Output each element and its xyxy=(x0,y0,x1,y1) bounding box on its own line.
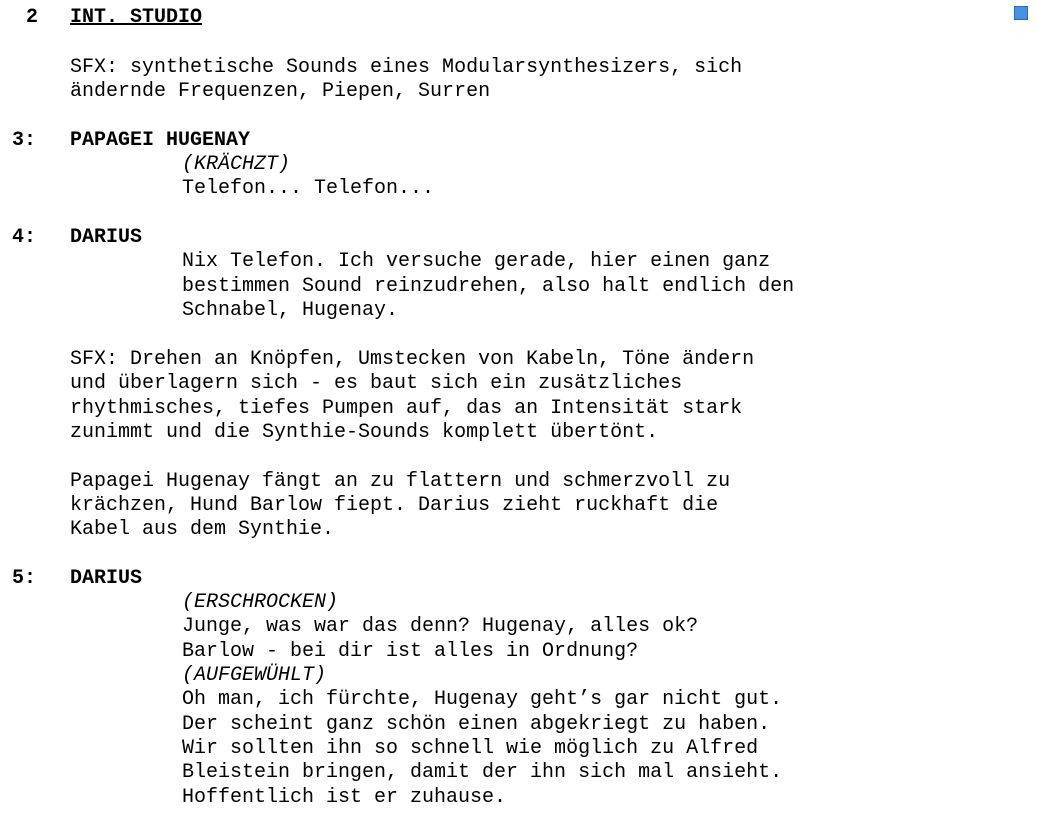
action-line: Papagei Hugenay fängt an zu flattern und schmerzvoll zu xyxy=(70,470,731,493)
action-line: krächzen, Hund Barlow fiept. Darius zieht ruckhaft die xyxy=(70,494,719,517)
dialogue-line: Oh man, ich fürchte, Hugenay geht’s gar nicht gut. xyxy=(182,688,783,711)
sfx-line: und überlagern sich - es baut sich ein zusätzliches xyxy=(70,372,683,395)
parenthetical: (ERSCHROCKEN) xyxy=(182,591,339,614)
entry-number: 3: xyxy=(12,129,37,152)
speaker-name: DARIUS xyxy=(70,226,143,249)
dialogue-line: Bleistein bringen, damit der ihn sich mal ansieht. xyxy=(182,761,783,784)
parenthetical: (KRÄCHZT) xyxy=(182,153,291,176)
sfx-line: rhythmisches, tiefes Pumpen auf, das an Intensität stark xyxy=(70,397,743,420)
speaker-name: PAPAGEI HUGENAY xyxy=(70,129,251,152)
dialogue-line: Wir sollten ihn so schnell wie möglich zu Alfred xyxy=(182,737,759,760)
sfx-line: ändernde Frequenzen, Piepen, Surren xyxy=(70,80,491,103)
sfx-line: SFX: Drehen an Knöpfen, Umstecken von Kabeln, Töne ändern xyxy=(70,348,755,371)
dialogue-line: Junge, was war das denn? Hugenay, alles ok? xyxy=(182,615,699,638)
sfx-line: SFX: synthetische Sounds eines Modularsynthesizers, sich xyxy=(70,56,743,79)
speaker-name: DARIUS xyxy=(70,567,143,590)
scene-number: 2 xyxy=(26,6,39,29)
square-marker-icon[interactable] xyxy=(1014,6,1028,20)
dialogue-line: Schnabel, Hugenay. xyxy=(182,299,399,322)
entry-number: 5: xyxy=(12,567,37,590)
dialogue-line: Nix Telefon. Ich versuche gerade, hier einen ganz xyxy=(182,250,771,273)
scene-heading: INT. STUDIO xyxy=(70,6,203,29)
dialogue-line: bestimmen Sound reinzudrehen, also halt endlich den xyxy=(182,275,795,298)
dialogue-line: Barlow - bei dir ist alles in Ordnung? xyxy=(182,640,639,663)
action-line: Kabel aus dem Synthie. xyxy=(70,518,335,541)
parenthetical: (AUFGEWÜHLT) xyxy=(182,664,327,687)
sfx-line: zunimmt und die Synthie-Sounds komplett übertönt. xyxy=(70,421,659,444)
dialogue-line: Der scheint ganz schön einen abgekriegt zu haben. xyxy=(182,713,771,736)
dialogue-line: Hoffentlich ist er zuhause. xyxy=(182,786,507,809)
entry-number: 4: xyxy=(12,226,37,249)
dialogue-line: Telefon... Telefon... xyxy=(182,177,435,200)
